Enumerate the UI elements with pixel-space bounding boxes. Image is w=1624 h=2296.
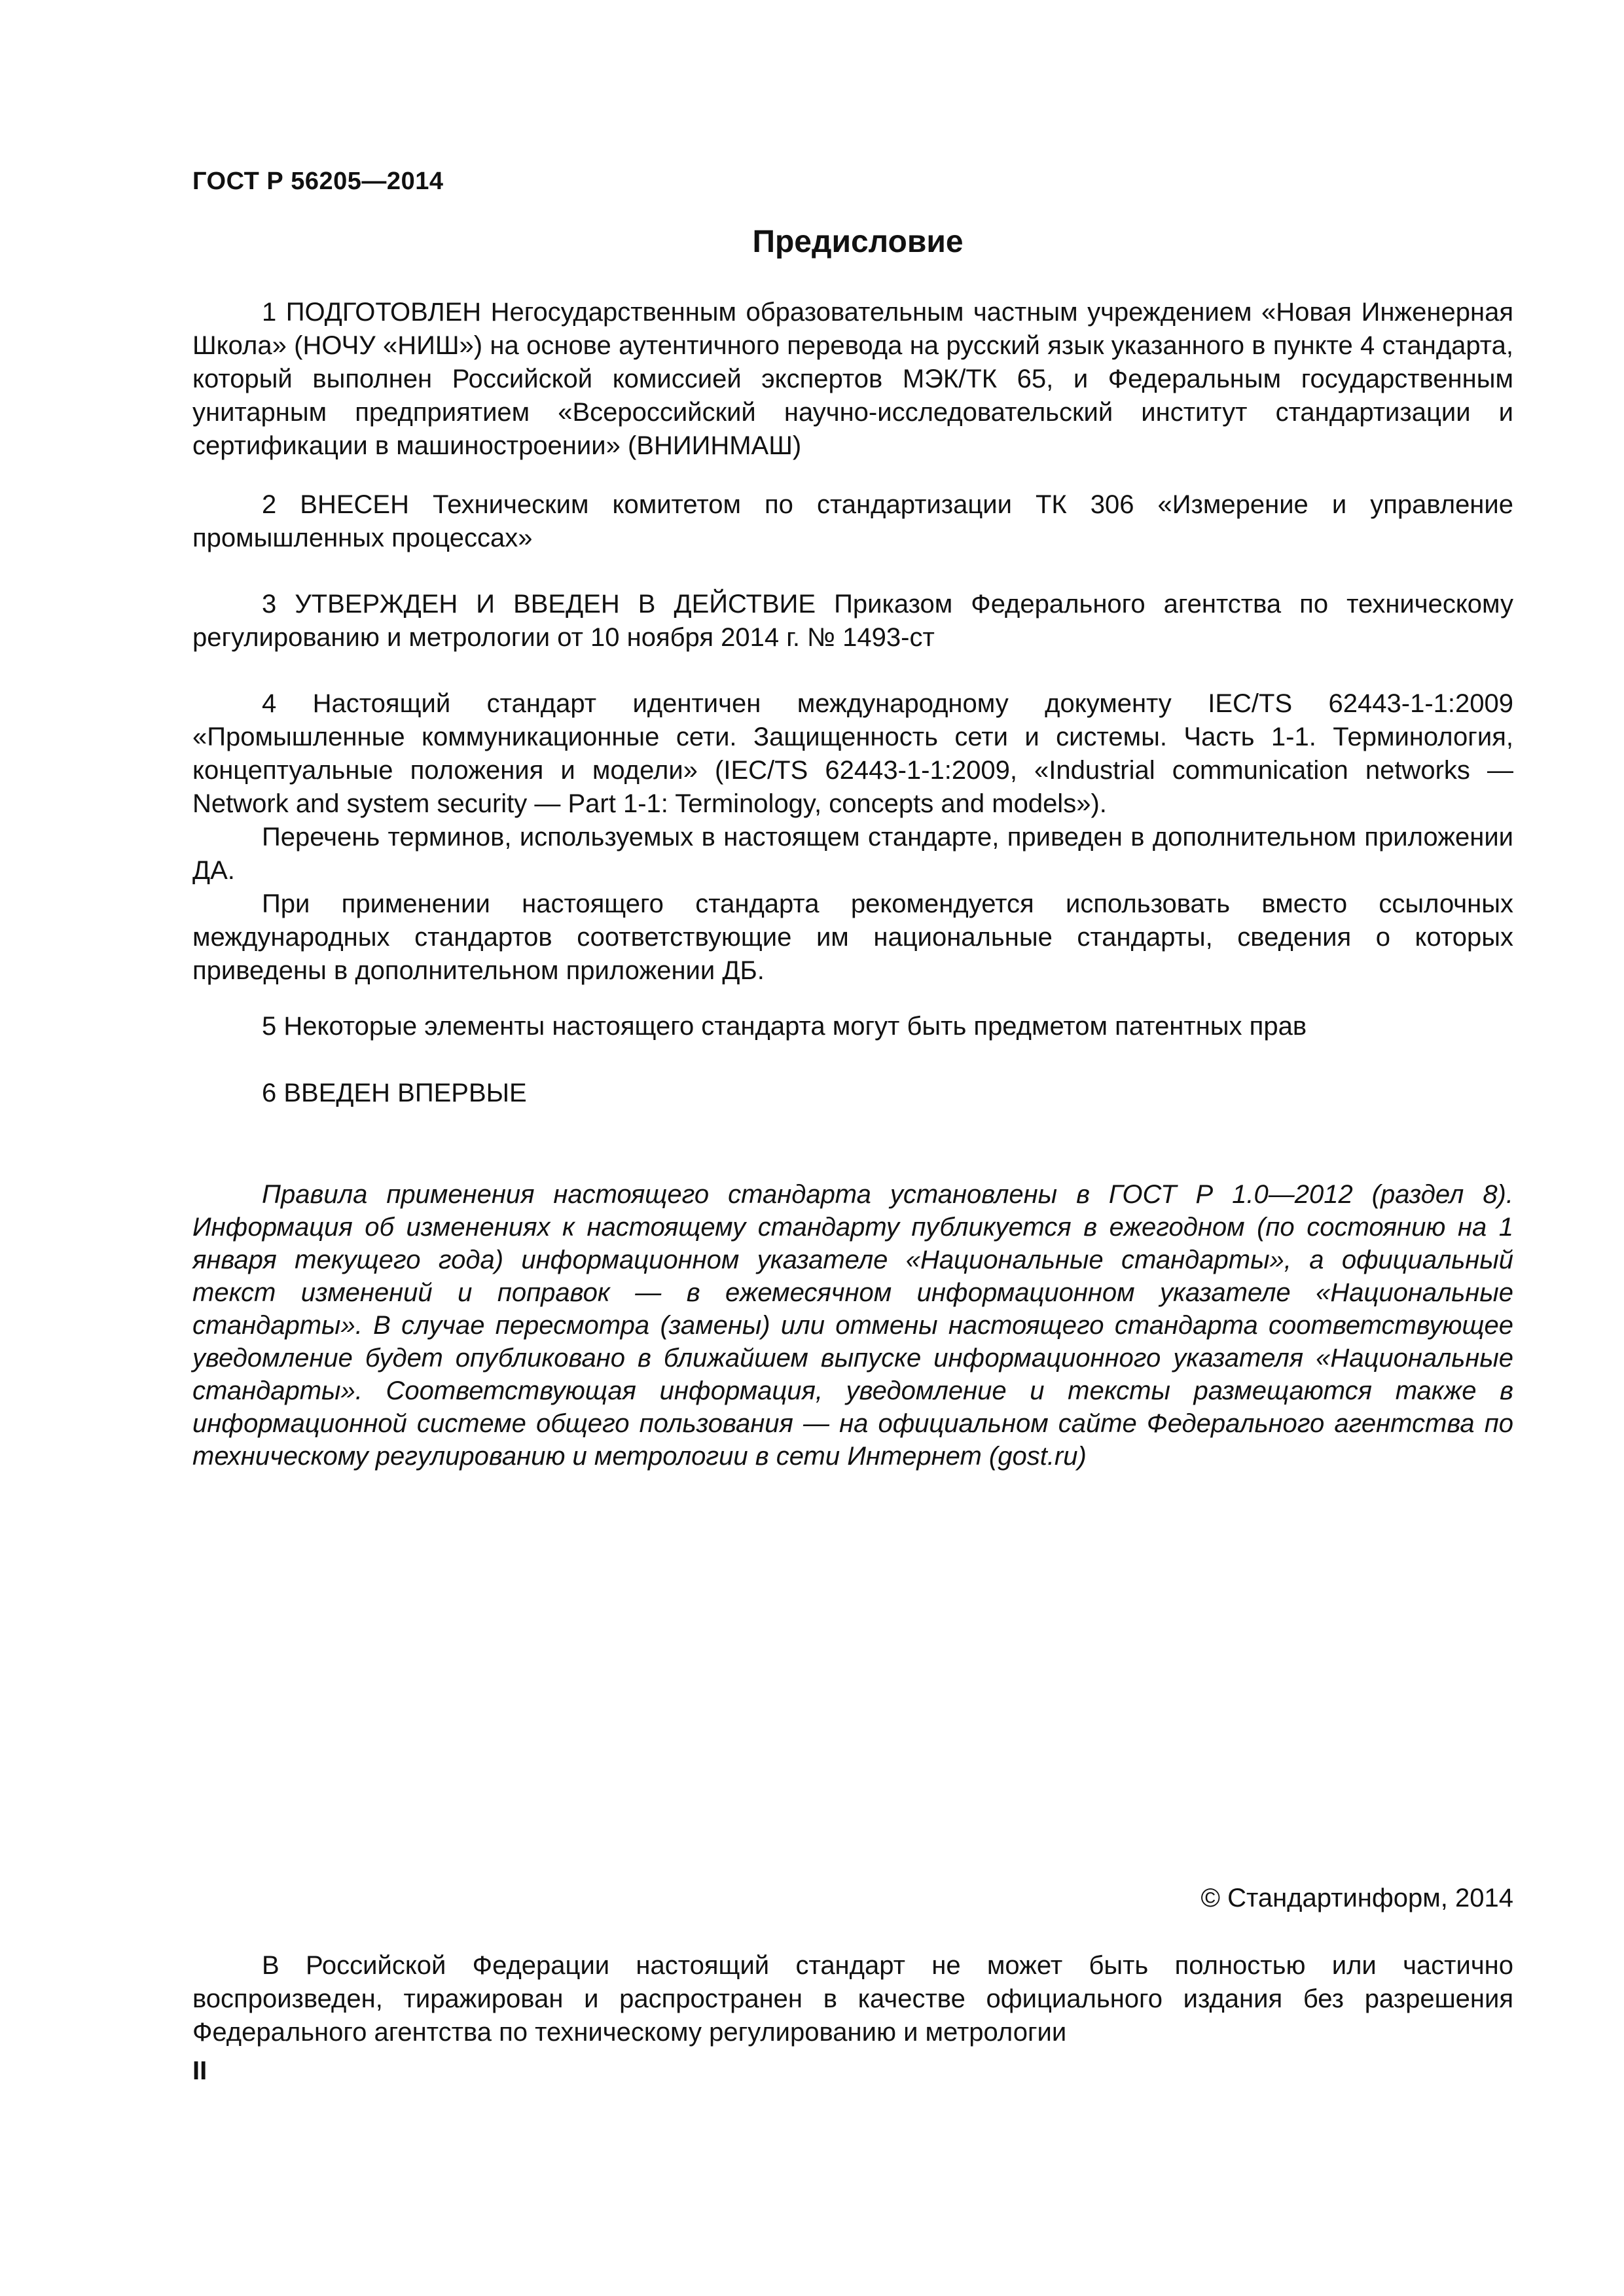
notice-paragraph: Правила применения настоящего стандарта установлены в ГОСТ Р 1.0—2012 (раздел 8). Информация об изменениях к настоящему стандарту публикуется в ежегодном (по состоянию на 1 января текущего года) информационном указателе «Национальные стандарты», а официальный текст изменений и поправок — в ежемесячном информационном указателе «Национальные стандарты». В случае пересмотра (замены) или отмены настоящего стандарта соответствующее уведомление будет опубликовано в ближайшем выпуске информационного указателя «Национальные стандарты». Соответствующая информация, уведомление и тексты размещаются также в информационной системе общего пользования — на официальном сайте Федерального агентства по техническому регулированию и метрологии в сети Интернет (gost.ru) <box>192 1180 1513 1471</box>
foreword-paragraph: При применении настоящего стандарта рекомендуется использовать вместо ссылочных международных стандартов соответствующие им национальные стандарты, сведения о которых приведены в дополнительном приложении ДБ. <box>192 889 1513 985</box>
page-number: II <box>192 2056 208 2085</box>
foreword-paragraph: 5 Некоторые элементы настоящего стандарта могут быть предметом патентных прав <box>262 1012 1307 1041</box>
standard-code-header: ГОСТ Р 56205—2014 <box>192 168 444 195</box>
foreword-item-3 <box>192 588 1513 655</box>
foreword-item-5 <box>192 1010 1513 1043</box>
foreword-paragraph: 4 Настоящий стандарт идентичен международному документу IEC/TS 62443-1-1:2009 «Промышленные коммуникационные сети. Защищенность сети и системы. Часть 1-1. Терминология, концептуальные положения и модели» (IEC/TS 62443-1-1:2009, «Industrial communication networks — Network and system security — Part 1-1: Terminology, concepts and models»). <box>192 689 1513 818</box>
application-rules-notice <box>192 1178 1513 1473</box>
reproduction-paragraph: В Российской Федерации настоящий стандарт не может быть полностью или частично воспроизведен, тиражирован и распространен в качестве официального издания без разрешения Федерального агентства по техническому регулированию и метрологии <box>192 1951 1513 2047</box>
copyright-line: © Стандартинформ, 2014 <box>1200 1884 1513 1912</box>
foreword-paragraph: 2 ВНЕСЕН Техническим комитетом по стандартизации ТК 306 «Измерение и управление промышленных процессах» <box>192 490 1513 552</box>
page-title: Предисловие <box>752 224 964 259</box>
foreword-paragraph: 3 УТВЕРЖДЕН И ВВЕДЕН В ДЕЙСТВИЕ Приказом Федерального агентства по техническому регулированию и метрологии от 10 ноября 2014 г. № 1493-ст <box>192 590 1513 652</box>
foreword-item-6 <box>192 1077 1513 1110</box>
foreword-item-1 <box>192 296 1513 463</box>
foreword-item-2 <box>192 488 1513 555</box>
foreword-item-4 <box>192 687 1513 988</box>
foreword-paragraph: 6 ВВЕДЕН ВПЕРВЫЕ <box>262 1079 527 1107</box>
foreword-paragraph: 1 ПОДГОТОВЛЕН Негосударственным образовательным частным учреждением «Новая Инженерная Школа» (НОЧУ «НИШ») на основе аутентичного перевода на русский язык указанного в пункте 4 стандарта, который выполнен Российской комиссией экспертов МЭК/ТК 65, и Федеральным государственным унитарным предприятием «Всероссийский научно-исследовательский институт стандартизации и сертификации в машиностроении» (ВНИИНМАШ) <box>192 298 1513 460</box>
reproduction-notice <box>192 1949 1513 2049</box>
foreword-paragraph: Перечень терминов, используемых в настоящем стандарте, приведен в дополнительном приложении ДА. <box>192 823 1513 885</box>
